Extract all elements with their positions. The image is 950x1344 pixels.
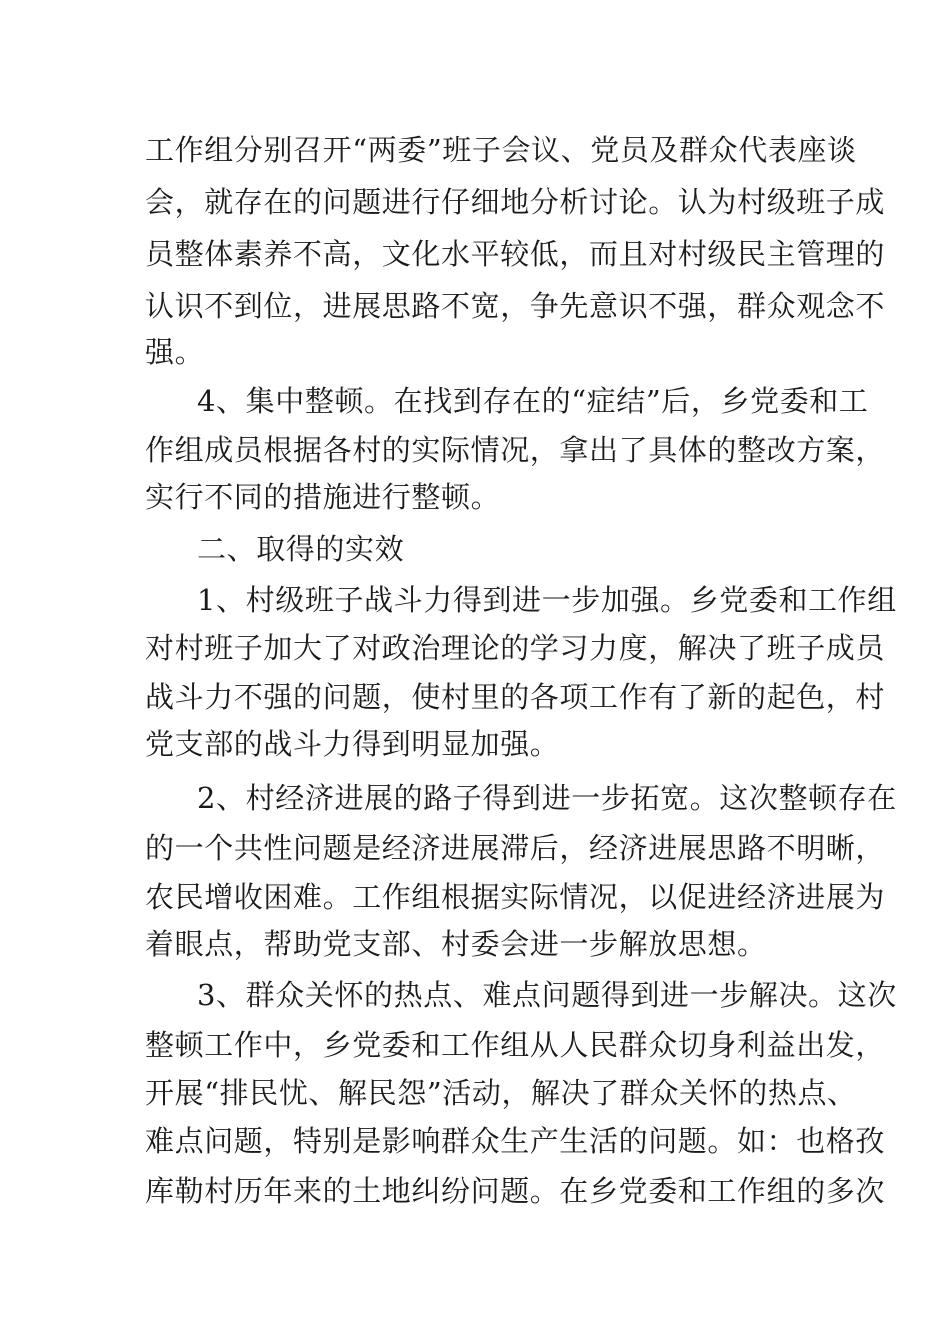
paragraph-heading: 2、村经济进展的路子得到进一步拓宽。这次整顿存在 [197, 781, 897, 815]
text-line: 党支部的战斗力得到明显加强。 [145, 727, 560, 761]
text-line: 认识不到位，进展思路不宽，争先意识不强，群众观念不 [145, 289, 886, 323]
text-line: 会，就存在的问题进行仔细地分析讨论。认为村级班子成 [145, 185, 886, 219]
text-line: 作组成员根据各村的实际情况，拿出了具体的整改方案， [145, 433, 886, 467]
text-line: 库勒村历年来的土地纠纷问题。在乡党委和工作组的多次 [145, 1174, 886, 1208]
text-line: 农民增收困难。工作组根据实际情况，以促进经济进展为 [145, 880, 886, 914]
text-line: 对村班子加大了对政治理论的学习力度，解决了班子成员 [145, 631, 886, 665]
text-line: 难点问题，特别是影响群众生产生活的问题。如：也格孜 [145, 1124, 886, 1158]
text-line: 的一个共性问题是经济进展滞后，经济进展思路不明晰， [145, 831, 886, 865]
paragraph-heading: 3、群众关怀的热点、难点问题得到进一步解决。这次 [197, 978, 897, 1012]
text-line: 开展“排民忧、解民怨”活动，解决了群众关怀的热点、 [145, 1076, 857, 1110]
section-heading: 二、取得的实效 [197, 532, 405, 566]
text-line: 整顿工作中，乡党委和工作组从人民群众切身利益出发， [145, 1028, 886, 1062]
text-line: 战斗力不强的问题，使村里的各项工作有了新的起色，村 [145, 680, 886, 714]
text-line: 工作组分别召开“两委”班子会议、党员及群众代表座谈 [145, 133, 857, 167]
paragraph-heading: 1、村级班子战斗力得到进一步加强。乡党委和工作组 [197, 583, 897, 617]
text-line: 实行不同的措施进行整顿。 [145, 480, 501, 514]
text-line: 着眼点，帮助党支部、村委会进一步解放思想。 [145, 927, 767, 961]
text-line: 员整体素养不高，文化水平较低，而且对村级民主管理的 [145, 237, 886, 271]
text-line: 强。 [145, 335, 205, 369]
paragraph-heading: 4、集中整顿。在找到存在的“症结”后，乡党委和工 [197, 384, 869, 418]
